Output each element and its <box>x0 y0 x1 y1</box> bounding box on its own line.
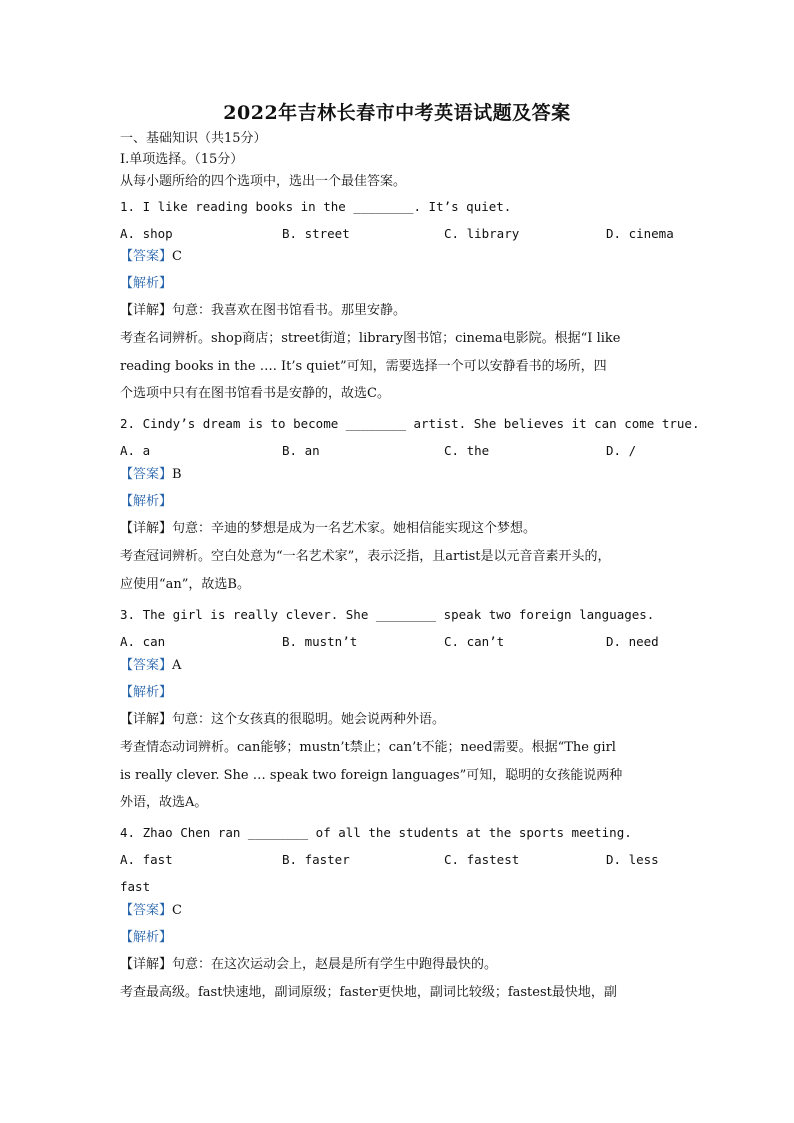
question-4-analysis-label: 【解析】 <box>120 930 173 945</box>
detail-label: 【详解】 <box>120 303 173 318</box>
question-4-option-b: B. faster <box>282 852 350 867</box>
question-1-detail <box>120 302 406 320</box>
question-2-detail <box>120 520 536 538</box>
detail-text: 句意：在这次运动会上，赵晨是所有学生中跑得最快的。 <box>172 957 498 972</box>
detail-text: 句意：辛迪的梦想是成为一名艺术家。她相信能实现这个梦想。 <box>172 521 537 536</box>
question-2-option-b: B. an <box>282 443 320 458</box>
question-1-analysis-label: 【解析】 <box>120 276 173 291</box>
part-heading: Ⅰ.单项选择。（15分） <box>120 152 244 167</box>
question-3-analysis-label: 【解析】 <box>120 685 173 700</box>
answer-label: 【答案】 <box>120 903 173 918</box>
detail-label: 【详解】 <box>120 521 173 536</box>
question-4-option-a: A. fast <box>120 852 173 867</box>
question-3-option-c: C. can’t <box>444 634 505 649</box>
question-2-stem: 2. Cindy’s dream is to become ________ artist. She believes it can come true. <box>120 416 700 431</box>
question-1-option-a: A. shop <box>120 226 173 241</box>
question-1-option-b: B. street <box>282 226 350 241</box>
question-3-option-b: B. mustn’t <box>282 634 358 649</box>
detail-text: 句意：这个女孩真的很聪明。她会说两种外语。 <box>172 712 446 727</box>
answer-label: 【答案】 <box>120 467 173 482</box>
question-1-option-d: D. cinema <box>606 226 674 241</box>
answer-value: A <box>172 658 182 673</box>
question-2-explain-line-2: 应使用“an”，故选B。 <box>120 577 250 592</box>
question-3-explain-line-3: 外语，故选A。 <box>120 795 208 810</box>
question-1-explain-line-1: 考查名词辨析。shop商店；street街道；library图书馆；cinema电影院。根据“I like <box>120 331 621 346</box>
section-heading: 一、基础知识（共15分） <box>120 131 267 146</box>
answer-value: C <box>172 903 182 918</box>
question-2-option-a: A. a <box>120 443 151 458</box>
answer-label: 【答案】 <box>120 249 173 264</box>
question-1-answer <box>120 248 182 266</box>
question-4-option-d: D. less <box>606 852 659 867</box>
question-4-stem: 4. Zhao Chen ran ________ of all the students at the sports meeting. <box>120 825 632 840</box>
question-3-option-d: D. need <box>606 634 659 649</box>
answer-value: B <box>172 467 182 482</box>
document-title: 2022年吉林长春市中考英语试题及答案 <box>223 102 571 124</box>
detail-text: 句意：我喜欢在图书馆看书。那里安静。 <box>172 303 407 318</box>
instruction-text: 从每小题所给的四个选项中，选出一个最佳答案。 <box>120 174 407 189</box>
question-1-stem: 1. I like reading books in the ________. It’s quiet. <box>120 199 512 214</box>
question-4-explain-line-1: 考查最高级。fast快速地，副词原级；faster更快地，副词比较级；fastest最快地，副 <box>120 985 617 1000</box>
question-2-analysis-label: 【解析】 <box>120 494 173 509</box>
detail-label: 【详解】 <box>120 712 173 727</box>
question-4-detail <box>120 956 497 974</box>
question-3-answer <box>120 657 181 675</box>
question-1-option-c: C. library <box>444 226 520 241</box>
question-2-option-d: D. / <box>606 443 637 458</box>
question-3-stem: 3. The girl is really clever. She ________ speak two foreign languages. <box>120 607 655 622</box>
question-1-explain-line-3: 个选项中只有在图书馆看书是安静的，故选C。 <box>120 386 390 401</box>
question-3-explain-line-2: is really clever. She … speak two foreign languages”可知，聪明的女孩能说两种 <box>120 768 623 783</box>
question-3-detail <box>120 711 445 729</box>
detail-label: 【详解】 <box>120 957 173 972</box>
question-4-option-d-wrap: fast <box>120 879 151 894</box>
question-4-answer <box>120 902 182 920</box>
question-2-option-c: C. the <box>444 443 490 458</box>
question-4-option-c: C. fastest <box>444 852 520 867</box>
answer-value: C <box>172 249 182 264</box>
question-2-answer <box>120 466 182 484</box>
question-2-explain-line-1: 考查冠词辨析。空白处意为“一名艺术家”，表示泛指，且artist是以元音音素开头的， <box>120 549 611 564</box>
question-3-option-a: A. can <box>120 634 166 649</box>
question-1-explain-line-2: reading books in the …. It’s quiet”可知，需要选择一个可以安静看书的场所，四 <box>120 359 607 374</box>
question-3-explain-line-1: 考查情态动词辨析。can能够；mustn’t禁止；can’t不能；need需要。根据“The girl <box>120 740 616 755</box>
answer-label: 【答案】 <box>120 658 173 673</box>
